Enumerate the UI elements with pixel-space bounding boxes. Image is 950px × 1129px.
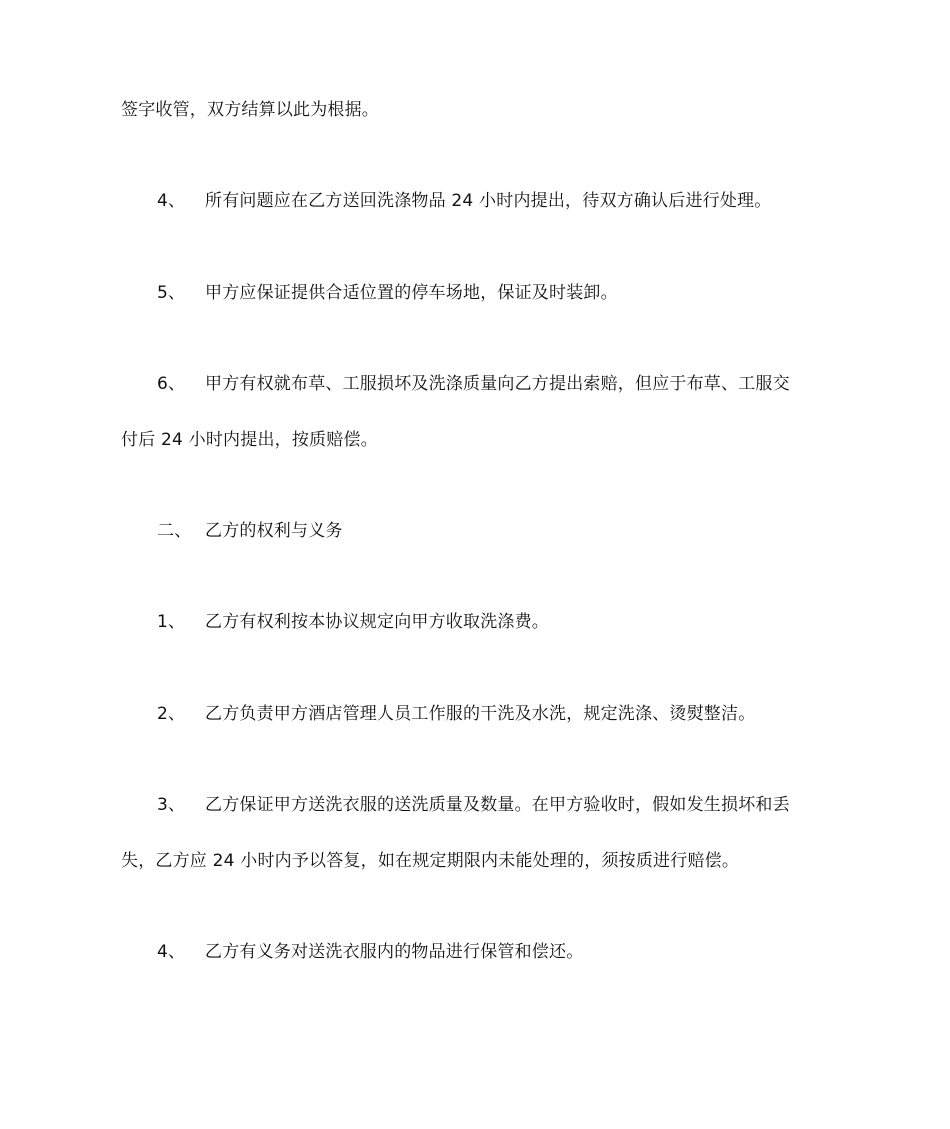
clause-number: 4、 [157,942,186,962]
clause-text: 乙方保证甲方送洗衣服的送洗质量及数量。在甲方验收时，假如发生损坏和丢 [205,795,790,815]
clause-text: 乙方有义务对送洗衣服内的物品进行保管和偿还。 [205,942,584,962]
clause-item-3 [121,794,790,816]
line-text: 失，乙方应 24 小时内予以答复，如在规定期限内未能处理的，须按质进行赔偿。 [121,851,740,871]
clause-item-4b [121,941,583,963]
clause-number: 1、 [157,612,186,632]
clause-text: 乙方负责甲方酒店管理人员工作服的干洗及水洗，规定洗涤、烫熨整洁。 [205,704,756,724]
clause-number: 5、 [157,283,186,303]
clause-item-3-continuation [121,850,739,872]
clause-item-6 [121,373,790,395]
paragraph-continuation [121,99,379,121]
clause-number: 4、 [157,191,186,211]
section-number: 二、 [157,521,192,541]
clause-text: 甲方应保证提供合适位置的停车场地，保证及时装卸。 [205,283,618,303]
clause-item-6-continuation [121,429,378,451]
clause-text: 所有问题应在乙方送回洗涤物品 24 小时内提出，待双方确认后进行处理。 [205,191,772,211]
section-heading [121,520,343,542]
clause-number: 2、 [157,704,186,724]
clause-item-2 [121,703,755,725]
clause-item-4 [121,190,771,212]
line-text: 签字收管，双方结算以此为根据。 [121,100,379,120]
clause-item-1 [121,611,549,633]
clause-item-5 [121,282,618,304]
clause-number: 3、 [157,795,186,815]
line-text: 付后 24 小时内提出，按质赔偿。 [121,430,378,450]
clause-text: 甲方有权就布草、工服损坏及洗涤质量向乙方提出索赔，但应于布草、工服交 [205,374,790,394]
clause-number: 6、 [157,374,186,394]
section-title: 乙方的权利与义务 [205,521,343,541]
clause-text: 乙方有权利按本协议规定向甲方收取洗涤费。 [205,612,549,632]
